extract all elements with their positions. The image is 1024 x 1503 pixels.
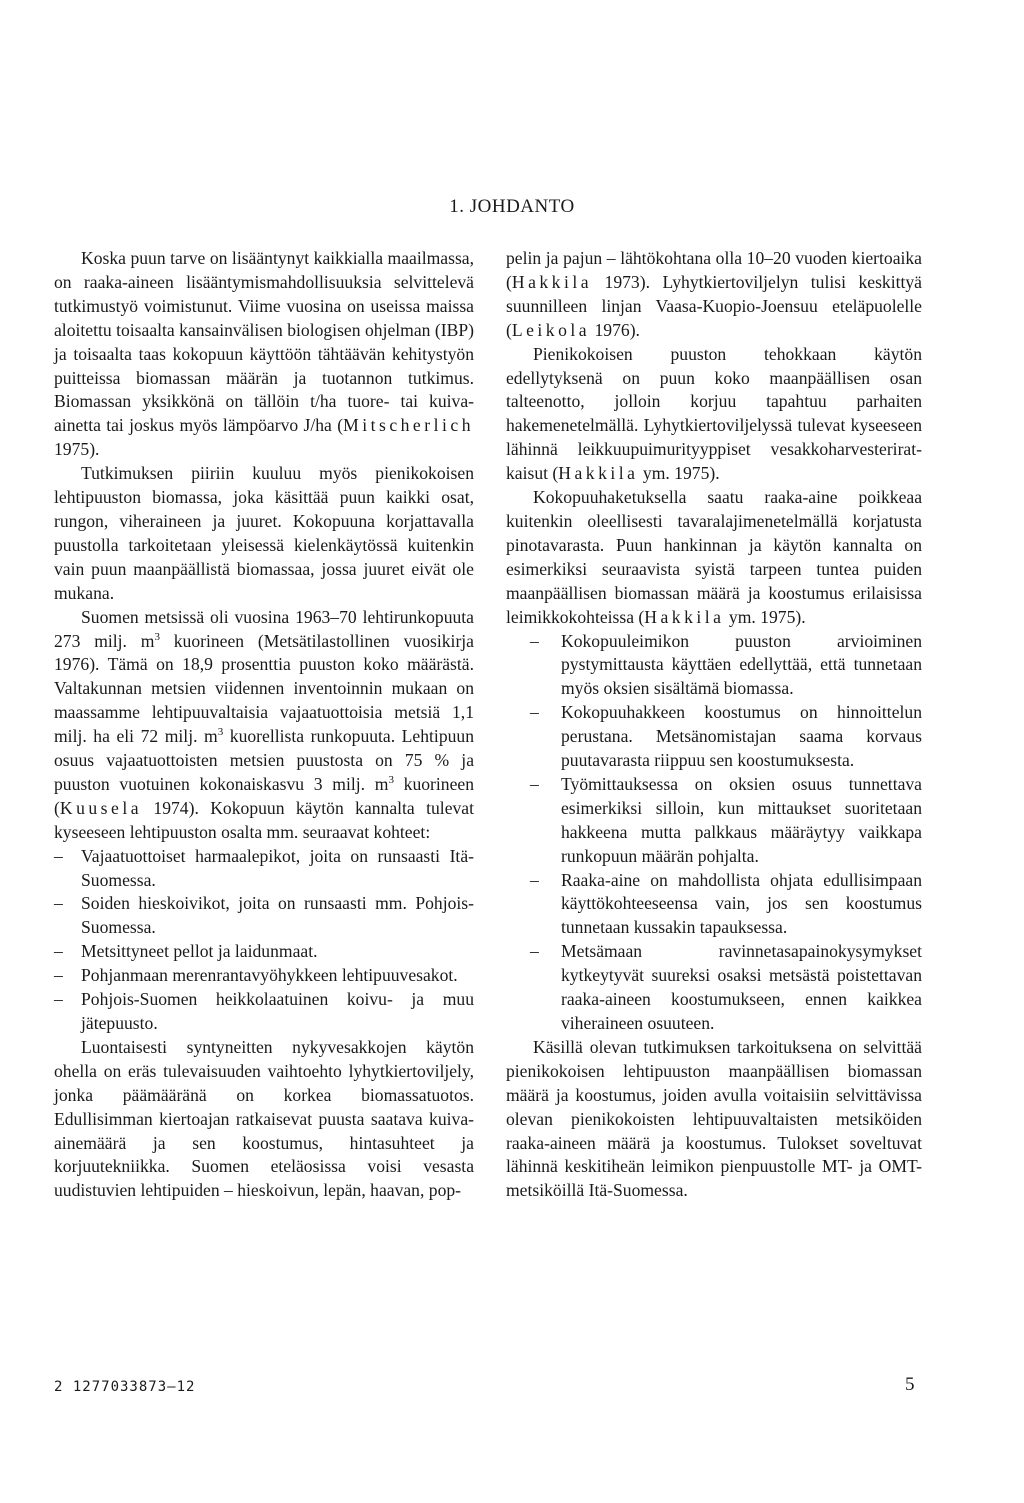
author-citation: Hakkila xyxy=(644,606,725,627)
list-item: – Soiden hieskoivikot, joita on runsaasti mm. Pohjois-Suomessa. xyxy=(54,892,474,940)
list-item: – Työmittauksessa on oksien osuus tunnettava esimerkiksi silloin, kun mittaukset suoritetaan hakkeena mutta palkkaus määräytyy vaikkapa runkopuun määrän pohjalta. xyxy=(506,773,922,869)
author-citation: Mitscherlich xyxy=(343,415,474,436)
paragraph: Kokopuuhaketuksella saatu raaka-aine poikkeaa kuitenkin oleellisesti tavaralajimenetelmällä korjatusta pinotavarasta. Puun hankinnan ja käytön kannalta on esimerkiksi seuraavista syistä tarpeen tuntea puiden maanpäällisen biomassan määrä ja koostumus erilaisissa leimikkokohteissa (Hakkila ym. 1975). xyxy=(506,487,922,627)
print-code: 2 1277033873—12 xyxy=(54,1379,196,1395)
paragraph: Käsillä olevan tutkimuksen tarkoituksena on selvittää pienikokoisen lehtipuuston maanpäällisen biomassan määrä ja koostumus, joiden avulla voitaisiin selvittävissa olevan pienikokoisten lehtipuuvaltaisten metsiköiden raaka-aineen määrä ja koostumus. Tulokset soveltuvat lähinnä keskitiheän leimikon pienpuustolle MT- ja OMT-metsiköillä Itä-Suomessa. xyxy=(506,1036,922,1201)
list-item: – Metsämaan ravinnetasapainokysymykset kytkeytyvät suureksi osaksi metsästä poistettavan raaka-aineen koostumukseen, ennen kaikkea viheraineen osuuteen. xyxy=(506,940,922,1036)
list-item: – Raaka-aine on mahdollista ohjata edullisimpaan käyttökohteeseensa vain, jos sen koostumus tunnetaan kussakin tapauksessa. xyxy=(506,869,922,941)
left-column xyxy=(54,247,474,1203)
right-column xyxy=(506,247,922,1203)
paragraph: Luontaisesti syntyneitten nykyvesakkojen käytön ohella on eräs tulevaisuuden vaihtoehto lyhytkiertoviljely, jonka päämääränä on korkea biomassatuotos. Edullisimman kiertoajan ratkaisevat puusta saatava kuiva-ainemäärä ja sen koostumus, hintasuhteet ja korjuutekniikka. Suomen eteläosissa voisi vesasta uudistuvien lehtipuiden – hieskoivun, lepän, haavan, pop- xyxy=(54,1036,474,1201)
section-heading: 1. JOHDANTO xyxy=(449,196,575,217)
list-item: – Pohjanmaan merenrantavyöhykkeen lehtipuuvesakot. xyxy=(54,964,474,988)
author-citation: Hakkila xyxy=(511,271,593,292)
list-item: – Kokopuuhakkeen koostumus on hinnoittelun perustana. Metsänomistajan saama korvaus puutavarasta riippuu sen koostumuksesta. xyxy=(506,701,922,773)
paragraph: Suomen metsissä oli vuosina 1963–70 lehtirunkopuuta 273 milj. $m^3$ kuorineen (Metsätilastollinen vuosikirja 1976). Tämä on 18,9 prosenttia puuston koko määrästä. Valtakunnan metsien viidennen inventoinnin mukaan on maassamme lehtipuuvaltaisia vajaatuottoisia metsiä 1,1 milj. ha eli 72 milj. $m^3$ kuorellista runkopuuta. Lehtipuun osuus vajaatuottoisten metsien puustosta on 75 % ja puuston vuotuinen kokonaiskasvu 3 milj. $m^3$ kuorineen (Kuusela 1974). Kokopuun käytön kannalta tulevat kyseeseen lehtipuuston osalta mm. seuraavat kohteet: xyxy=(54,606,475,842)
paragraph: Tutkimuksen piiriin kuuluu myös pienikokoisen lehtipuuston biomassa, joka käsittää puun kaikki osat, rungon, viheraineen ja juuret. Kokopuuna korjattavalla puustolla tarkoitetaan yleisessä kielenkäytössä kuitenkin vain puun maanpäällistä biomassaa, jossa juuret eivät ole mukana. xyxy=(54,463,474,603)
paragraph: Pienikokoisen puuston tehokkaan käytön edellytyksenä on puun koko maanpäällisen osan talteenotto, jolloin korjuu tapahtuu parhaiten hakemenetelmällä. Lyhytkiertoviljelyssä tulevat kyseeseen lähinnä leikkuupuimurityyppiset vesakkoharvesteriratkaisut (Hakkila ym. 1975). xyxy=(506,343,922,484)
target-list xyxy=(54,845,474,1036)
author-citation: Hakkila xyxy=(558,463,639,484)
list-item: – Metsittyneet pellot ja laidunmaat. xyxy=(54,940,474,964)
list-item: – Vajaatuottoiset harmaalepikot, joita on runsaasti Itä-Suomessa. xyxy=(54,845,474,893)
list-item: – Kokopuuleimikon puuston arvioiminen pystymittausta käyttäen edellyttää, että tunnetaan myös oksien sisältämä biomassa. xyxy=(506,630,922,702)
author-citation: Leikola xyxy=(511,319,591,340)
author-citation: Kuusela xyxy=(59,797,143,818)
paragraph: pelin ja pajun – lähtökohtana olla 10–20 vuoden kiertoaika (Hakkila 1973). Lyhytkiertoviljelyn tulisi keskittyä suunnilleen linjan Vaasa-Kuopio-Joensuu eteläpuolelle (Leikola 1976). xyxy=(506,248,922,340)
reasons-list xyxy=(506,630,922,1036)
list-item: – Pohjois-Suomen heikkolaatuinen koivu- ja muu jätepuusto. xyxy=(54,988,474,1036)
paragraph: Koska puun tarve on lisääntynyt kaikkialla maailmassa, on raaka-aineen lisääntymismahdollisuuksia selvittelevä tutkimustyö voimistunut. Viime vuosina on useissa maissa aloitettu toisaalta kansainvälisen biologisen ohjelman (IBP) ja toisaalta taas kokopuun käyttöön tähtäävän kehitystyön puitteissa biomassan määrän ja tuotannon tutkimus. Biomassan yksikkönä on tällöin t/ha tuore- tai kuiva-ainetta tai joskus myös lämpöarvo J/ha (Mitscherlich 1975). xyxy=(54,248,474,460)
page-number: 5 xyxy=(905,1374,915,1395)
